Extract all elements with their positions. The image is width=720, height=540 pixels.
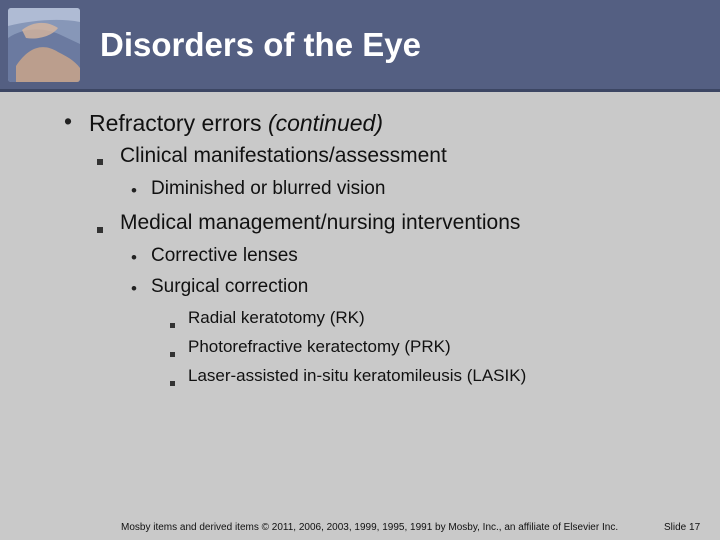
level1-bullet-icon: •: [64, 108, 73, 134]
medical-item-2: Surgical correction: [151, 276, 309, 297]
surgical-item-3: Laser-assisted in-situ keratomileusis (LASIK): [188, 366, 527, 385]
surgical-item-2-bullet-icon: [170, 344, 175, 362]
medical-label: Medical management/nursing interventions: [120, 211, 521, 234]
footer-copyright: Mosby items and derived items © 2011, 2006, 2003, 1999, 1995, 1991 by Mosby, Inc., an affiliate of Elsevier Inc.: [121, 522, 619, 533]
clinical-label: Clinical manifestations/assessment: [120, 144, 447, 167]
medical-bullet-icon: [97, 220, 103, 238]
surgical-item-2: Photorefractive keratectomy (PRK): [188, 337, 451, 356]
level1-text: Refractory errors: [89, 110, 262, 136]
medical-item-2-bullet-icon: •: [131, 279, 137, 298]
surgical-item-1-bullet-icon: [170, 315, 175, 333]
level1-item: [89, 110, 383, 137]
slide-title: Disorders of the Eye: [100, 26, 421, 63]
clinical-item-bullet-icon: •: [131, 181, 137, 200]
medical-item-1: Corrective lenses: [151, 245, 298, 266]
medical-item-1-bullet-icon: •: [131, 248, 137, 267]
level1-suffix: (continued): [267, 110, 384, 136]
surgical-item-3-bullet-icon: [170, 373, 175, 391]
clinical-item-1: Diminished or blurred vision: [151, 178, 386, 199]
clinical-bullet-icon: [97, 152, 103, 170]
surgical-item-1: Radial keratotomy (RK): [188, 308, 365, 327]
slide-number: Slide 17: [664, 522, 701, 533]
